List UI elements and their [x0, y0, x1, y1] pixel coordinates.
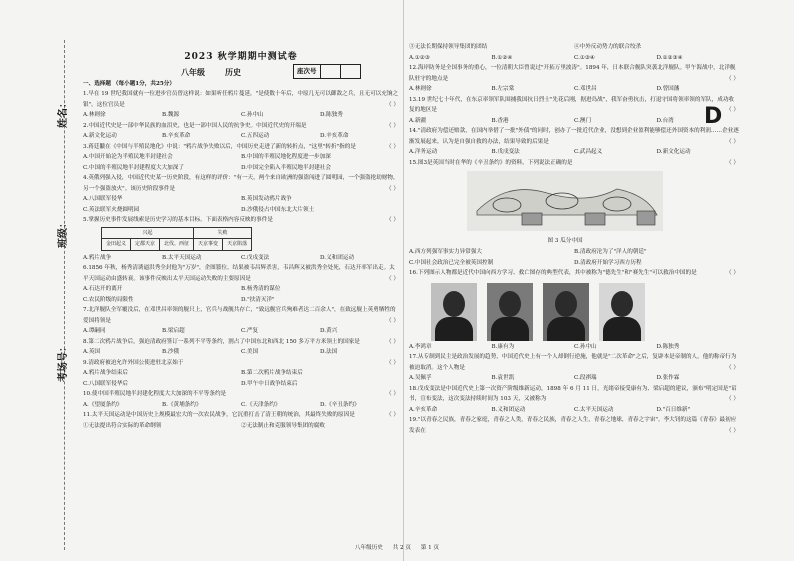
seat-label: 座次号	[294, 65, 321, 78]
options[interactable]: A.林则徐 B.左宗棠 C.邓世昌 D.曾国藩	[409, 86, 680, 92]
q11-statements: ③无法长期保持领导集团的团结 ④中外反动势力的联合绞杀	[409, 44, 642, 50]
name-label: 姓名：	[58, 98, 69, 128]
portrait-row	[431, 283, 739, 341]
options[interactable]: A.英国 B.沙俄 C.美国 D.法国	[83, 349, 338, 355]
question-17: 17.从专制到民主是政治发展的趋势，中国近代史上有一个人却倒行逆施，他就是"二次革命"之后，复辟本是帝制的人，他的称帝行为被迫取消。这个人物是 （ ） A.吴佩孚 B.袁世凯 C.段祺瑞 D.张作霖	[409, 352, 739, 384]
question-3: 3.蒋廷黻在《中国与半殖民地化》中说："鸦片战争失败以后，中国历史走进了新的转折点，"这里"转折"指的是 （ ） A.中国开始沦为半殖民地半封建社会 B.中国的半殖民地化程度进一步加深 C.中国的半殖民地半封建程度大大加深了 D.中国完全陷入半殖民地半封建社会	[83, 142, 399, 174]
corner-stamp: D	[704, 104, 723, 129]
fold-line	[403, 0, 404, 561]
portrait-photo	[487, 283, 533, 341]
subject-label: 历史	[225, 66, 241, 77]
portrait-photo	[431, 283, 477, 341]
question-2: 2.中国近代史是一部中华民族的血泪史，也是一部中国人民的抗争史。中国近代史的开端是 （ ） A.新文化运动 B.辛亥革命 C.五四运动 D.辛亥革命	[83, 121, 399, 142]
options[interactable]: A.《望厦条约》 B.《黄埔条约》 C.《天津条约》 D.《辛丑条约》	[83, 401, 360, 408]
footer-page: 第 1 页	[420, 545, 440, 551]
class-label: 班级：	[58, 218, 69, 248]
options[interactable]: A.西方列强军事实力异常强大 B.清政府沦为了"洋人的朝廷" C.中国社会政治已完全被英国控制 D.清政府开始学习西方历程	[409, 249, 647, 266]
event-table	[101, 227, 252, 251]
seat-cell[interactable]	[321, 65, 341, 78]
room-label: 考场号：	[58, 342, 69, 382]
question-1: 1.早在 19 世纪我国就有一位进步官员曾这样说：如果听任鸦片蔓延，"是使数十年后，中原几无可以御敌之兵，且无可以充饷之银"。这位官员是 （ ） A.林则徐 B.魏源 C.孙中山 D.陈独秀	[83, 89, 399, 121]
question-8: 8.第二次鸦片战争后，强迫清政府签订一系列不平等条约，割占了中国东北和西北 150 多万平方米领土的国家是 （ ） A.英国 B.沙俄 C.美国 D.法国	[83, 337, 399, 358]
table-header: 失败	[194, 227, 252, 239]
question-12: 12.海岸防务是全国事务的重心，一位清朝大臣曾说过"开拓万里波涛"。1894 年，日本联合舰队突袭北洋舰队。甲午海战中，北洋舰队驻守的地点是 （ ） A.林则徐 B.左宗棠 C.邓世昌 D.曾国藩	[409, 63, 739, 95]
options[interactable]: A.新文化运动 B.辛亥革命 C.五四运动 D.辛亥革命	[83, 133, 349, 139]
seat-number-box[interactable]	[293, 64, 361, 79]
question-11: 11.太平天国运动是中国历史上规模最宏大的一次农民战争，它沉重打击了清王朝的统治，其最终失败的原因是 （ ） ①无法提出符合实际的革命纲领 ②无法制止和克服领导集团的腐败	[83, 410, 399, 431]
options: ①无法提出符合实际的革命纲领 ②无法制止和克服领导集团的腐败	[83, 422, 325, 429]
cartoon-figure	[467, 171, 663, 247]
options[interactable]: A.吴佩孚 B.袁世凯 C.段祺瑞 D.张作霖	[409, 375, 680, 381]
binding-strip	[0, 0, 80, 561]
question-5: 5.掌握历史事件发展线索是历史学习的基本目标。下面表格内容反映的事件是 （ ） 兴起 失败 金田起义 定都天京 北伐、西征 天京事变 天京陷落 A.鸦片战争 B.太平天国运动 C.戊戌变法 D.义和团运动	[83, 215, 399, 263]
subtitle-row	[83, 63, 399, 79]
question-9: 9.清政府被迫允许外国公使进驻北京始于 （ ） A.鸦片战争结束后 B.第二次鸦片战争结束后 C.八国联军侵华后 D.甲午中日战争结束后	[83, 358, 399, 390]
footer-total: 共 2 页	[392, 545, 411, 551]
grade-label: 八年级	[181, 66, 205, 77]
options[interactable]: A.八国联军侵华 B.英国发动鸦片战争 C.英法联军火烧圆明园 D.沙俄侵占中国东北大片领土	[83, 196, 315, 213]
question-15: 15.图3是英国当时在华的《辛丑条约》的资料，下列说法正确的是 （ ） 图 3 瓜分中国 A.西方列强军事实力异常强大 B.清政府沦为了"洋人的朝廷" C.中国社会政治已完全被英国控制 D.清政府开始学习西方历程	[409, 158, 739, 269]
page-footer	[0, 543, 794, 551]
right-column	[409, 42, 739, 436]
options[interactable]: A.李鸿章 B.康有为 C.孙中山 D.陈独秀	[409, 343, 680, 350]
options[interactable]: A.林则徐 B.魏源 C.孙中山 D.陈独秀	[83, 112, 343, 118]
options[interactable]: A.石达开的离开 B.杨秀清的谋位 C.农民阶级的局限性 D."扶清灭洋"	[83, 286, 281, 303]
options[interactable]: A.鸦片战争结束后 B.第二次鸦片战争结束后 C.八国联军侵华后 D.甲午中日战争结束后	[83, 370, 303, 387]
question-16: 16.下列图示人物都是近代中国向西方学习、救亡图存的典型代表，其中被称为"德先生"和"赛先生"可以救治中国的是 （ ） A.李鸿章 B.康有为 C.孙中山 D.陈独秀	[409, 268, 739, 352]
table-cell: 北伐、西征	[160, 239, 194, 251]
options[interactable]: A.谭嗣同 B.梁启超 C.严复 D.黄兴	[83, 328, 338, 334]
table-cell: 天京陷落	[223, 239, 252, 251]
footer-subject: 八年级历史	[354, 545, 383, 551]
q11-options[interactable]: A.①②③ B.①②④ C.①③④ D.①②③④	[409, 54, 683, 61]
question-10: 10.使中国半殖民地半封建化程度大大加深的不平等条约是 （ ） A.《望厦条约》 B.《黄埔条约》 C.《天津条约》 D.《辛丑条约》	[83, 389, 399, 410]
figure-caption: 图 3 瓜分中国	[547, 237, 583, 244]
seat-cell[interactable]	[341, 65, 360, 78]
question-18: 18.戊戌变法是中国近代史上第一次资产阶级维新运动，1898 年 6 月 11 日，光绪帝接受康有为、梁启超的建议，颁布"明定国是"诏书，宣布变法，这次变法持续时间为 103 天，又被称为 （ ） A.辛亥革命 B.义和团运动 C.太平天国运动 D."百日维新"	[409, 384, 739, 416]
question-4: 4.英俄列强入侵，中国近代史某一历史阶段，有这样的评价："有一天，两个来自欧洲的强盗闯进了圆明园，一个强盗抢劫财物，另一个强盗放火"。该历史阶段事件是 （ ） A.八国联军侵华 B.英国发动鸦片战争 C.英法联军火烧圆明园 D.沙俄侵占中国东北大片领土	[83, 173, 399, 215]
table-cell: 天京事变	[194, 239, 223, 251]
left-column	[83, 0, 399, 431]
options[interactable]: A.鸦片战争 B.太平天国运动 C.戊戌变法 D.义和团运动	[83, 254, 355, 261]
question-7: 7.北洋舰队全军覆没后，在邓世昌率领的舰只上，官兵与战舰共存亡，"致远舰官兵殉难者达二百余人"，在致远舰上英勇牺牲的爱国将领是 （ ） A.谭嗣同 B.梁启超 C.严复 D.黄兴	[83, 305, 399, 337]
table-cell: 金田起义	[102, 239, 131, 251]
cartoon-drawing	[467, 171, 663, 231]
table-header: 兴起	[102, 227, 194, 239]
options[interactable]: A.新疆 B.香港 C.澳门 D.台湾	[409, 117, 674, 124]
portrait-photo	[599, 283, 645, 341]
portrait-photo	[543, 283, 589, 341]
section-heading: 一、选择题 （每小题1分，共25分）	[83, 80, 175, 87]
options[interactable]: A.辛亥革命 B.义和团运动 C.太平天国运动 D."百日维新"	[409, 406, 691, 413]
exam-title: 2023 秋学期期中测试卷	[184, 52, 298, 62]
options[interactable]: A.洋务运动 B.戊戌变法 C.武昌起义 D.新文化运动	[409, 149, 691, 155]
table-cell: 定都天京	[131, 239, 160, 251]
options[interactable]: A.中国开始沦为半殖民地半封建社会 B.中国的半殖民地化程度进一步加深 C.中国的半殖民地半封建程度大大加深了 D.中国完全陷入半殖民地半封建社会	[83, 154, 331, 171]
question-14: 14."清政府为偿还赔款，在国内举借了一批"外债"的同时，创办了一批近代企业，没想到企业盈利能够偿还外国资本的利润……企业逐渐发展起来，认为是自强自救的办法，结果导致的后果是 （ ） A.洋务运动 B.戊戌变法 C.武昌起义 D.新文化运动	[409, 126, 739, 158]
question-19: 19."以青春之民族，青春之家庭，青春之人类，青春之民族，青春之人生，青春之地球，青春之宇宙"。李大钊的这篇《青春》最初应发表在 （ ）	[409, 417, 739, 434]
question-13: 13.19 世纪七十年代，在东京率领军队围捕我国抗日烈士"先花后刚，据进岛战"，我军奋勇抗击，打退守国将领率领的军队，成功收复的地区是 （ ） A.新疆 B.香港 C.澳门 D.台湾	[409, 95, 739, 127]
question-6: 6.1856 年秋，杨秀清诱逼洪秀全封他为"万岁"，企图篡位。结果被韦昌辉杀害，韦昌辉又被洪秀全处死，石达开率军出走。太平天国运动由盛转衰。该事件反映出太平天国运动失败的主要原因是 （ ） A.石达开的离开 B.杨秀清的谋位 C.农民阶级的局限性 D."扶清灭洋"	[83, 263, 399, 305]
